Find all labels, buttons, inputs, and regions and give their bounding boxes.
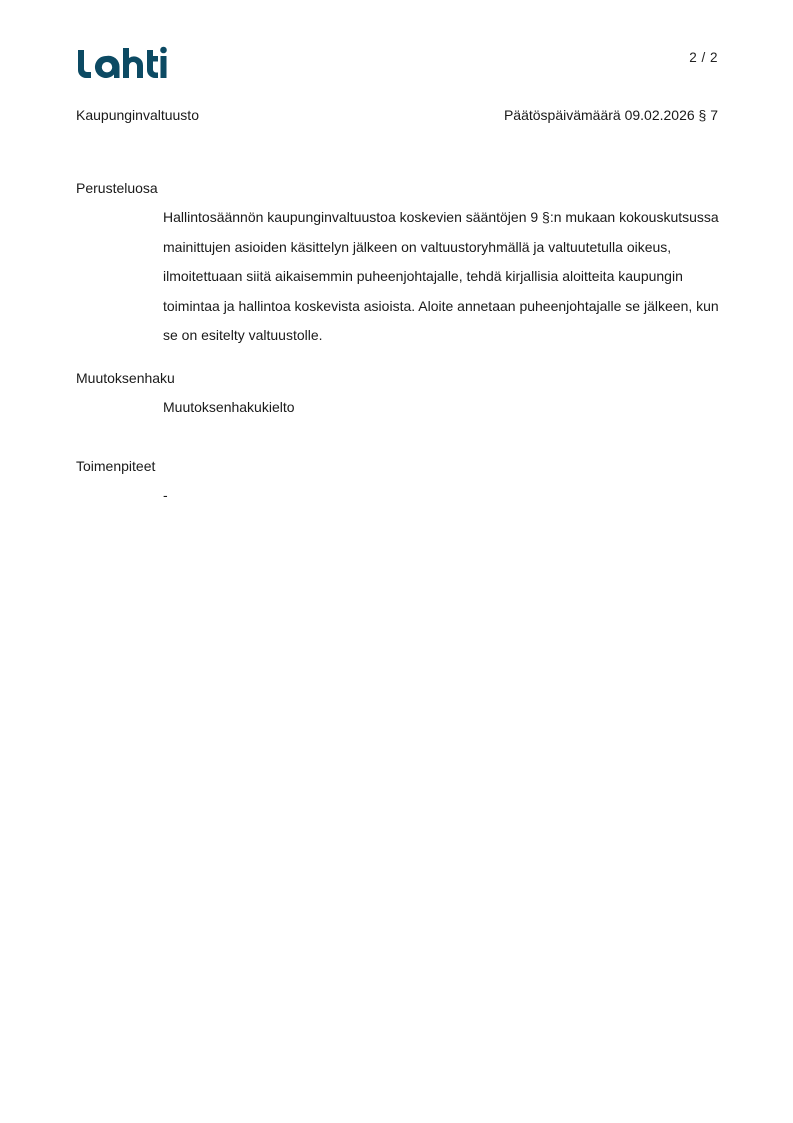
decision-date-and-section: Päätöspäivämäärä 09.02.2026 § 7 [503, 107, 718, 123]
section-body-muutoksenhaku: Muutoksenhakukielto [163, 399, 295, 415]
section-body-perusteluosa: Hallintosäännön kaupunginvaltuustoa koskevien sääntöjen 9 §:n mukaan kokouskutsussa mainittujen asioiden käsittelyn jälkeen on valtuustoryhmällä ja valtuutetulla oikeus, ilmoitettuaan siitä aikaisemmin puheenjohtajalle, tehdä kirjallisia aloitteita kaupungin toimintaa ja hallintoa koskevista asioista. Aloite annetaan puheenjohtajalle se jälkeen, kun se on esitelty valtuustolle. [163, 209, 719, 343]
page-number: 2 / 2 [689, 50, 718, 65]
lahti-logo [76, 46, 168, 82]
section-heading-toimenpiteet: Toimenpiteet [76, 458, 156, 474]
organization-name: Kaupunginvaltuusto [76, 107, 199, 123]
section-body-toimenpiteet: - [163, 487, 168, 503]
section-heading-perusteluosa: Perusteluosa [76, 180, 158, 196]
section-heading-muutoksenhaku: Muutoksenhaku [76, 370, 175, 386]
